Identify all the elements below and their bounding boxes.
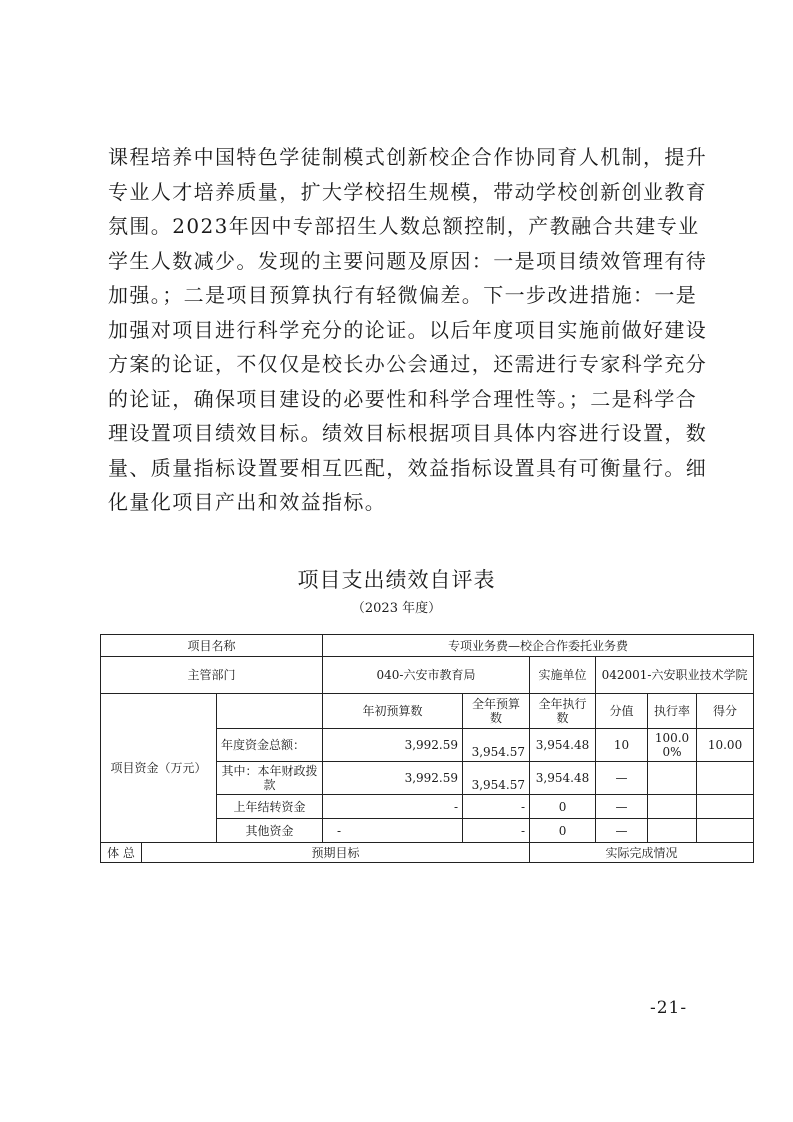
page-number: -21- xyxy=(650,998,688,1018)
body-paragraph: 课程培养中国特色学徒制模式创新校企合作协同育人机制，提升专业人才培养质量，扩大学校招生规模，带动学校创新创业教育氛围。2023年因中专部招生人数总额控制，产教融合共建专业学生人数减少。发现的主要问题及原因：一是项目绩效管理有待加强。；二是项目预算执行有轻微偏差。下一步改进措施：一是加强对项目进行科学充分的论证。以后年度项目实施前做好建设方案的论证，不仅仅是校长办公会通过，还需进行专家科学充分的论证，确保项目建设的必要性和科学合理性等。；二是科学合理设置项目绩效目标。绩效目标根据项目具体内容进行设置，数量、质量指标设置要相互匹配，效益指标设置具有可衡量行。细化量化项目产出和效益指标。 xyxy=(108,145,708,514)
row-weight: 10 xyxy=(596,729,648,762)
row-label: 上年结转资金 xyxy=(217,795,323,819)
header-initial-budget: 年初预算数 xyxy=(323,694,463,729)
table-row-department xyxy=(101,657,754,694)
row-initial: 3,992.59 xyxy=(323,729,463,762)
row-weight: — xyxy=(596,795,648,819)
row-exec: 0 xyxy=(530,795,596,819)
row-score xyxy=(697,819,754,843)
expected-label: 预期目标 xyxy=(142,843,530,863)
row-annual: 3,954.57 xyxy=(463,729,530,762)
row-annual: - xyxy=(463,795,530,819)
performance-table xyxy=(100,634,754,863)
row-initial: - xyxy=(323,819,463,843)
row-initial: 3,992.59 xyxy=(323,762,463,795)
project-name-label: 项目名称 xyxy=(101,635,323,657)
table-row-overall xyxy=(101,843,754,863)
row-label: 其中：本年财政拨款 xyxy=(217,762,323,795)
impl-label: 实施单位 xyxy=(530,657,596,694)
row-weight: — xyxy=(596,762,648,795)
header-annual-budget: 全年预算数 xyxy=(463,694,530,729)
row-exec: 3,954.48 xyxy=(530,729,596,762)
table-title: 项目支出绩效自评表 xyxy=(297,568,496,592)
header-score-weight: 分值 xyxy=(596,694,648,729)
header-score: 得分 xyxy=(697,694,754,729)
row-rate: 100.00% xyxy=(648,729,697,762)
header-exec-rate: 执行率 xyxy=(648,694,697,729)
actual-label: 实际完成情况 xyxy=(530,843,754,863)
row-score: 10.00 xyxy=(697,729,754,762)
dept-label: 主管部门 xyxy=(101,657,323,694)
row-score xyxy=(697,762,754,795)
row-rate xyxy=(648,762,697,795)
table-subtitle: （2023 年度） xyxy=(351,601,442,616)
row-rate xyxy=(648,795,697,819)
impl-value: 042001-六安职业技术学院 xyxy=(596,657,754,694)
row-label: 年度资金总额： xyxy=(217,729,323,762)
header-annual-exec: 全年执行数 xyxy=(530,694,596,729)
row-label: 其他资金 xyxy=(217,819,323,843)
empty-cell xyxy=(217,694,323,729)
row-exec: 0 xyxy=(530,819,596,843)
row-score xyxy=(697,795,754,819)
row-exec: 3,954.48 xyxy=(530,762,596,795)
funds-label: 项目资金（万元） xyxy=(101,694,217,843)
row-weight: — xyxy=(596,819,648,843)
row-annual: - xyxy=(463,819,530,843)
row-rate xyxy=(648,819,697,843)
dept-value: 040-六安市教育局 xyxy=(323,657,530,694)
project-name-value: 专项业务费—校企合作委托业务费 xyxy=(323,635,754,657)
table-row-project-name xyxy=(101,635,754,657)
row-initial: - xyxy=(323,795,463,819)
overall-label: 体 总 xyxy=(101,843,142,863)
row-annual: 3,954.57 xyxy=(463,762,530,795)
table-row-funds-header xyxy=(101,694,754,729)
